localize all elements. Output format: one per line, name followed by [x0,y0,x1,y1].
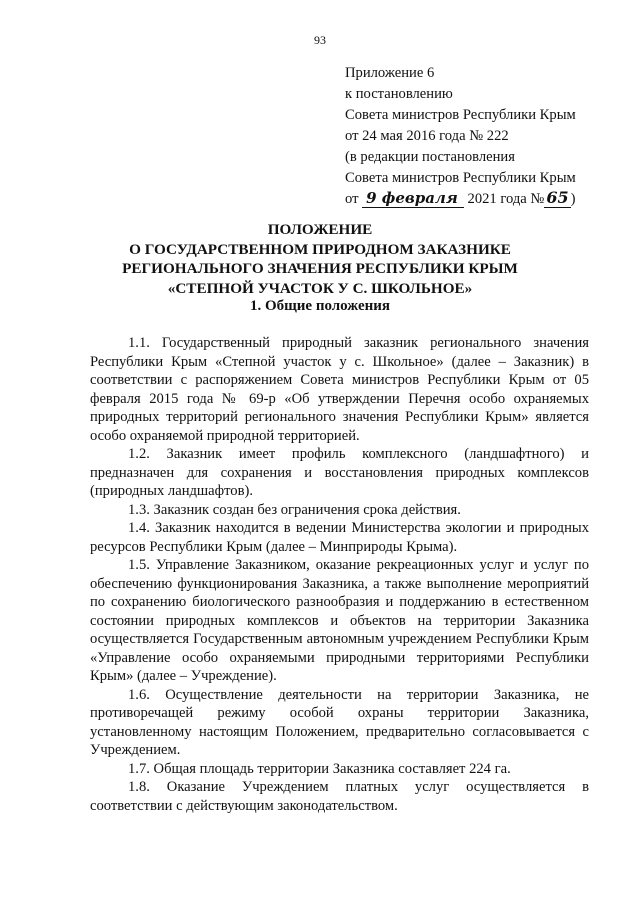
appendix-line: от 24 мая 2016 года № 222 [345,128,509,144]
document-title [90,220,550,298]
handwritten-number: 65 [546,188,569,207]
appendix-prefix: от [345,191,359,207]
appendix-line: к постановлению [345,86,453,102]
paragraph-1-3: 1.3. Заказник создан без ограничения срока действия. [128,501,461,518]
paragraph-1-7: 1.7. Общая площадь территории Заказника составляет 224 га. [128,760,511,777]
paragraph-1-6: 1.6. Осуществление деятельности на территории Заказника, не противоречащей режиму особой охраны территории Заказника, установленному настоящим Положением, предварительно согласовывается с Учреждением. [90,686,589,758]
paragraph-1-1: 1.1. Государственный природный заказник регионального значения Республики Крым «Степной участок у с. Школьное» (далее – Заказник) в соответствии с распоряжением Совета министров Республики Крым от 05 февраля 2015 года № 69-р «Об утверждении Перечня особо охраняемых природных территорий регионального значения Республики Крым» является особо охраняемой природной территорией. [90,335,589,444]
appendix-year: 2021 года № [467,191,545,207]
paragraph-1-5: 1.5. Управление Заказником, оказание рекреационных услуг и услуг по обеспечению функционирования Заказника, а также выполнение мероприятий по сохранению биологического разнообразия и поддержанию в естественном состоянии природных комплексов и объектов на территории Заказника осуществляется Государственным автономным учреждением Республики Крым «Управление особо охраняемыми природными территориями Республики Крым» (далее – Учреждение). [90,557,589,684]
paragraph-1-2: 1.2. Заказник имеет профиль комплексного (ландшафтного) и предназначен для сохранения и восстановления природных комплексов (природных ландшафтов). [90,446,589,499]
appendix-line: Совета министров Республики Крым [345,170,576,186]
paragraph-1-4: 1.4. Заказник находится в ведении Министерства экологии и природных ресурсов Республики Крым (далее – Минприроды Крыма). [90,520,589,555]
title-line: «СТЕПНОЙ УЧАСТОК У С. ШКОЛЬНОЕ» [167,279,473,297]
paragraph-1-8: 1.8. Оказание Учреждением платных услуг осуществляется в соответствии с действующим законодательством. [90,779,589,814]
handwritten-date: 9 февраля [362,189,464,208]
page-number: 93 [314,33,326,47]
appendix-line: (в редакции постановления [345,149,515,165]
section-body [90,334,589,815]
title-line: ПОЛОЖЕНИЕ [267,221,373,238]
appendix-amendment-line [345,189,625,210]
title-line: РЕГИОНАЛЬНОГО ЗНАЧЕНИЯ РЕСПУБЛИКИ КРЫМ [122,260,518,277]
appendix-suffix: ) [570,191,576,207]
appendix-line: Приложение 6 [345,65,435,81]
title-line: О ГОСУДАРСТВЕННОМ ПРИРОДНОМ ЗАКАЗНИКЕ [129,240,511,258]
appendix-line: Совета министров Республики Крым [345,107,576,123]
section-heading: 1. Общие положения [249,298,391,314]
appendix-block [345,63,625,210]
